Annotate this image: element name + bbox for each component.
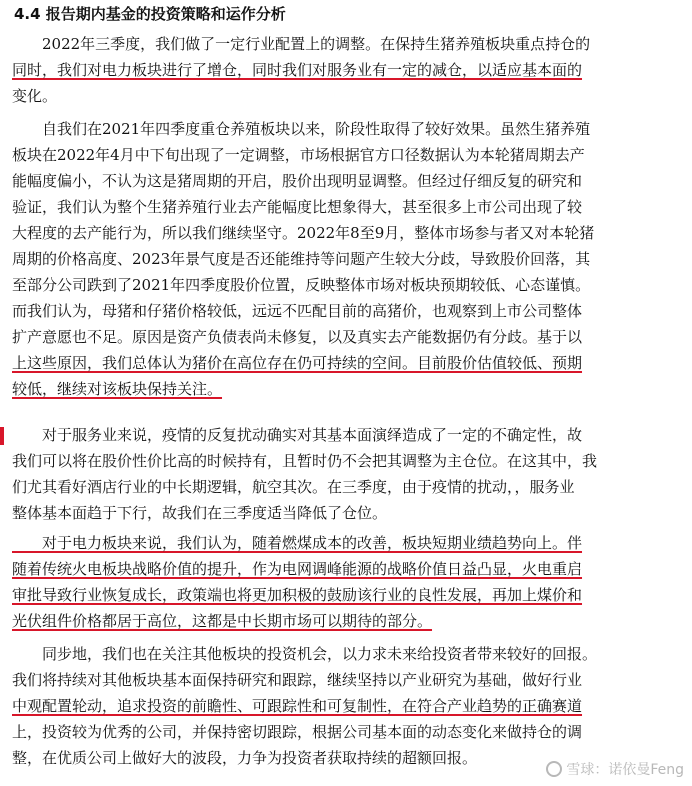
text-line: 验证，我们认为整个生猪养殖行业去产能幅度比想象得大，甚至很多上市公司出现了较 — [12, 198, 583, 216]
text-line: 对于服务业来说，疫情的反复扰动确实对其基本面演绎造成了一定的不确定性，故 — [12, 426, 583, 444]
text-line: 2022年三季度，我们做了一定行业配置上的调整。在保持生猪养殖板块重点持仓的 — [12, 35, 591, 53]
text-line: 自我们在2021年四季度重仓养殖板块以来，阶段性取得了较好效果。虽然生猪养殖 — [12, 120, 591, 138]
text-line-underlined: 同时，我们对电力板块进行了增仓，同时我们对服务业有一定的减仓，以适应基本面的 — [12, 61, 583, 79]
text-line-underlined: 审批导致行业恢复成长，政策端也将更加积极的鼓励该行业的良性发展，再加上煤价和 — [12, 586, 583, 604]
text-line: 板块在2022年4月中下旬出现了一定调整，市场根据官方口径数据认为本轮猪周期去产 — [12, 146, 585, 164]
watermark-text: 雪球：诺依曼Feng — [566, 762, 684, 778]
text-line-underlined: 光伏组件价格都居于高位，这都是中长期市场可以期待的部分。 — [12, 612, 433, 630]
text-line: 整，在优质公司上做好大的波段，力争为投资者获取持续的超额回报。 — [12, 749, 478, 767]
snowball-logo-icon — [546, 761, 562, 777]
text-line: 我们将持续对其他板块基本面保持研究和跟踪，继续坚持以产业研究为基础，做好行业 — [12, 671, 583, 689]
text-line: 至部分公司跌到了2021年四季度股价位置，反映整体市场对板块预期较低、心态谨慎。 — [12, 276, 591, 294]
text-line: 能幅度偏小，不认为这是猪周期的开启，股价出现明显调整。但经过仔细反复的研究和 — [12, 172, 583, 190]
text-line-underlined: 上这些原因，我们总体认为猪价在高位存在仍可持续的空间。目前股价估值较低、预期 — [12, 354, 583, 372]
text-line: 而我们认为，母猪和仔猪价格较低，远远不匹配目前的高猪价，也观察到上市公司整体 — [12, 302, 583, 320]
text-line-underlined: 随着传统火电板块战略价值的提升，作为电网调峰能源的战略价值日益凸显，火电重启 — [12, 560, 583, 578]
margin-marker — [0, 427, 4, 445]
text-line: 同步地，我们也在关注其他板块的投资机会，以力求未来给投资者带来较好的回报。 — [12, 645, 598, 663]
text-line: 整体基本面趋于下行，故我们在三季度适当降低了仓位。 — [12, 504, 388, 522]
text-line-underlined: 中观配置轮动，追求投资的前瞻性、可跟踪性和可复制性，在符合产业趋势的正确赛道 — [12, 697, 583, 715]
text-line-underlined: 对于电力板块来说，我们认为，随着燃煤成本的改善，板块短期业绩趋势向上。伴 — [12, 534, 583, 552]
text-line: 上，投资较为优秀的公司，并保持密切跟踪，根据公司基本面的动态变化来做持仓的调 — [12, 723, 583, 741]
text-line: 们尤其看好酒店行业的中长期逻辑，航空其次。在三季度，由于疫情的扰动，，服务业 — [12, 478, 575, 496]
text-line: 变化。 — [12, 87, 58, 105]
section-title: 4.4 报告期内基金的投资策略和运作分析 — [14, 5, 286, 23]
text-line: 大程度的去产能行为，所以我们继续坚守。2022年8至9月，整体市场参与者又对本轮猪 — [12, 224, 595, 242]
watermark — [546, 758, 684, 780]
text-line: 周期的价格高度、2023年景气度是否还能维持等问题产生较大分歧，导致股价回落，其 — [12, 250, 591, 268]
text-line-underlined: 较低，继续对该板块保持关注。 — [12, 380, 223, 398]
text-line: 扩产意愿也不足。原因是资产负债表尚未修复，以及真实去产能数据仍有分歧。基于以 — [12, 328, 583, 346]
text-line: 我们可以将在股价性价比高的时候持有，且暂时仍不会把其调整为主仓位。在这其中，我 — [12, 452, 598, 470]
